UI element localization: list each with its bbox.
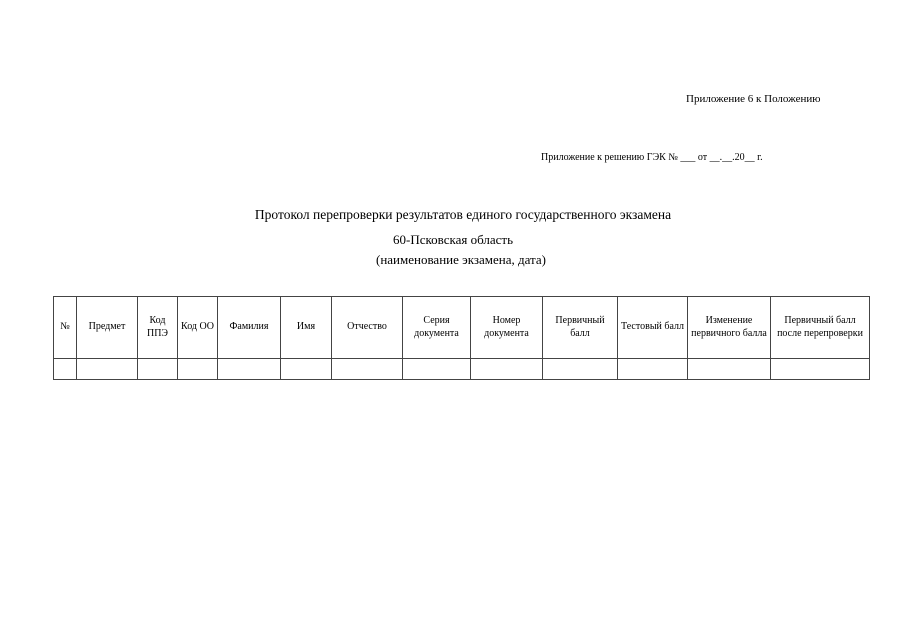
column-header-document-number: Номер документа [471,297,543,359]
table-cell [543,359,618,380]
table-cell [77,359,138,380]
table-header-row [54,297,870,359]
column-header-first-name: Имя [281,297,332,359]
table-cell [618,359,688,380]
region-name: 60-Псковская область [392,232,514,247]
column-header-number: № [54,297,77,359]
column-header-ppe-code: Код ППЭ [138,297,178,359]
table-cell [471,359,543,380]
column-header-surname: Фамилия [218,297,281,359]
table-cell [54,359,77,380]
column-header-oo-code: Код ОО [178,297,218,359]
recheck-results-table [53,296,870,380]
exam-name-placeholder: (наименование экзамена, дата) [376,252,546,267]
appendix-reference: Приложение 6 к Положению [686,93,821,105]
table-cell [138,359,178,380]
column-header-subject: Предмет [77,297,138,359]
column-header-document-series: Серия документа [403,297,471,359]
table-cell [403,359,471,380]
table-row [54,359,870,380]
table-cell [771,359,870,380]
protocol-title: Протокол перепроверки результатов единого государственного экзамена [254,207,672,222]
table-cell [688,359,771,380]
table-cell [332,359,403,380]
table-cell [178,359,218,380]
gek-decision-reference: Приложение к решению ГЭК № ___ от __.__.20__ г. [541,152,763,163]
column-header-score-after-recheck: Первичный балл после перепроверки [771,297,870,359]
column-header-test-score: Тестовый балл [618,297,688,359]
table-cell [281,359,332,380]
column-header-primary-score: Первичный балл [543,297,618,359]
column-header-score-change: Изменение первичного балла [688,297,771,359]
column-header-patronymic: Отчество [332,297,403,359]
table-cell [218,359,281,380]
